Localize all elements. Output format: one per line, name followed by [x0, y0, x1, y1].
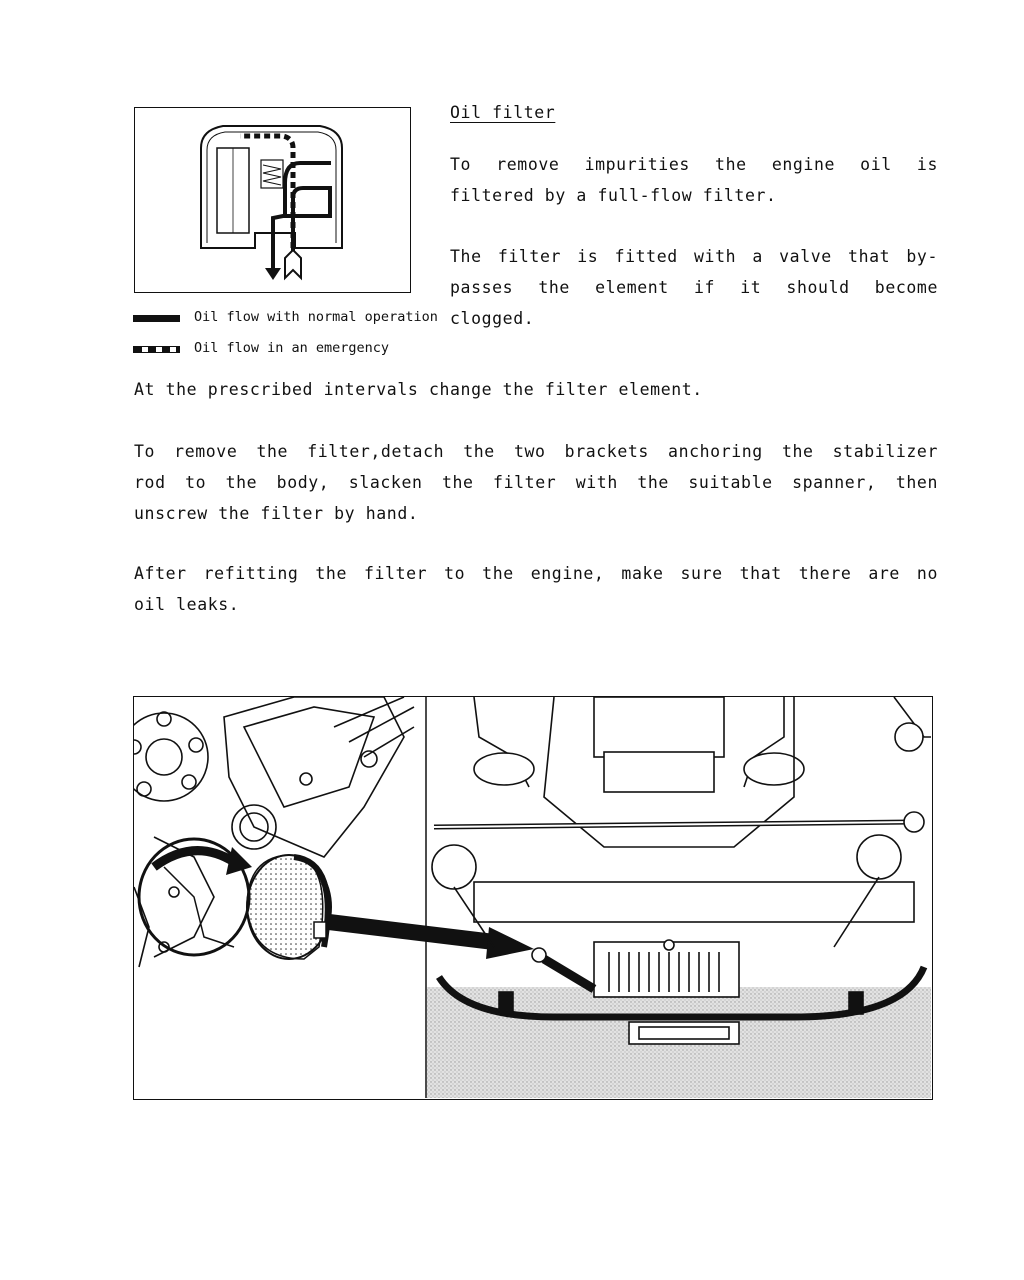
engine-underside-drawing: [134, 697, 931, 1098]
refit-line-1: After refitting the filter to the engine, make sure that there are no: [134, 564, 938, 583]
remove-line-3: unscrew the filter by hand.: [134, 504, 419, 523]
valve-paragraph: [450, 241, 938, 334]
refit-line-2: oil leaks.: [134, 595, 240, 614]
legend-emergency-swatch: [133, 346, 180, 353]
section-title: [450, 97, 555, 128]
legend-normal-label: Oil flow with normal operation: [194, 309, 438, 325]
remove-line-2: rod to the body, slacken the filter with the suitable spanner, then: [134, 473, 938, 492]
location-arrow: [329, 922, 534, 959]
intervals-paragraph: [134, 374, 938, 405]
filter-cutaway-diagram: [134, 107, 411, 293]
right-panel-underside: [427, 697, 931, 1098]
valve-line-3: clogged.: [450, 309, 535, 328]
legend-normal: [133, 309, 438, 329]
legend-emergency: [133, 340, 433, 360]
engine-illustration: [133, 696, 933, 1100]
intervals-line: At the prescribed intervals change the filter element.: [134, 380, 703, 399]
legend-normal-swatch: [133, 315, 180, 322]
valve-line-1: The filter is fitted with a valve that by-: [450, 247, 938, 266]
remove-line-1: To remove the filter,detach the two brackets anchoring the stabilizer: [134, 442, 938, 461]
intro-paragraph: [450, 149, 938, 211]
intro-line-2: filtered by a full-flow filter.: [450, 186, 777, 205]
legend-emergency-label: Oil flow in an emergency: [194, 340, 390, 356]
oil-filter-heading: Oil filter: [450, 103, 556, 122]
valve-line-2: passes the element if it should become: [450, 278, 938, 297]
oil-filter-cartridge: [139, 839, 331, 959]
refit-paragraph: [134, 558, 938, 620]
remove-paragraph: [134, 436, 938, 529]
filter-cutaway-drawing: [135, 108, 409, 291]
intro-line-1: To remove impurities the engine oil is: [450, 155, 938, 174]
